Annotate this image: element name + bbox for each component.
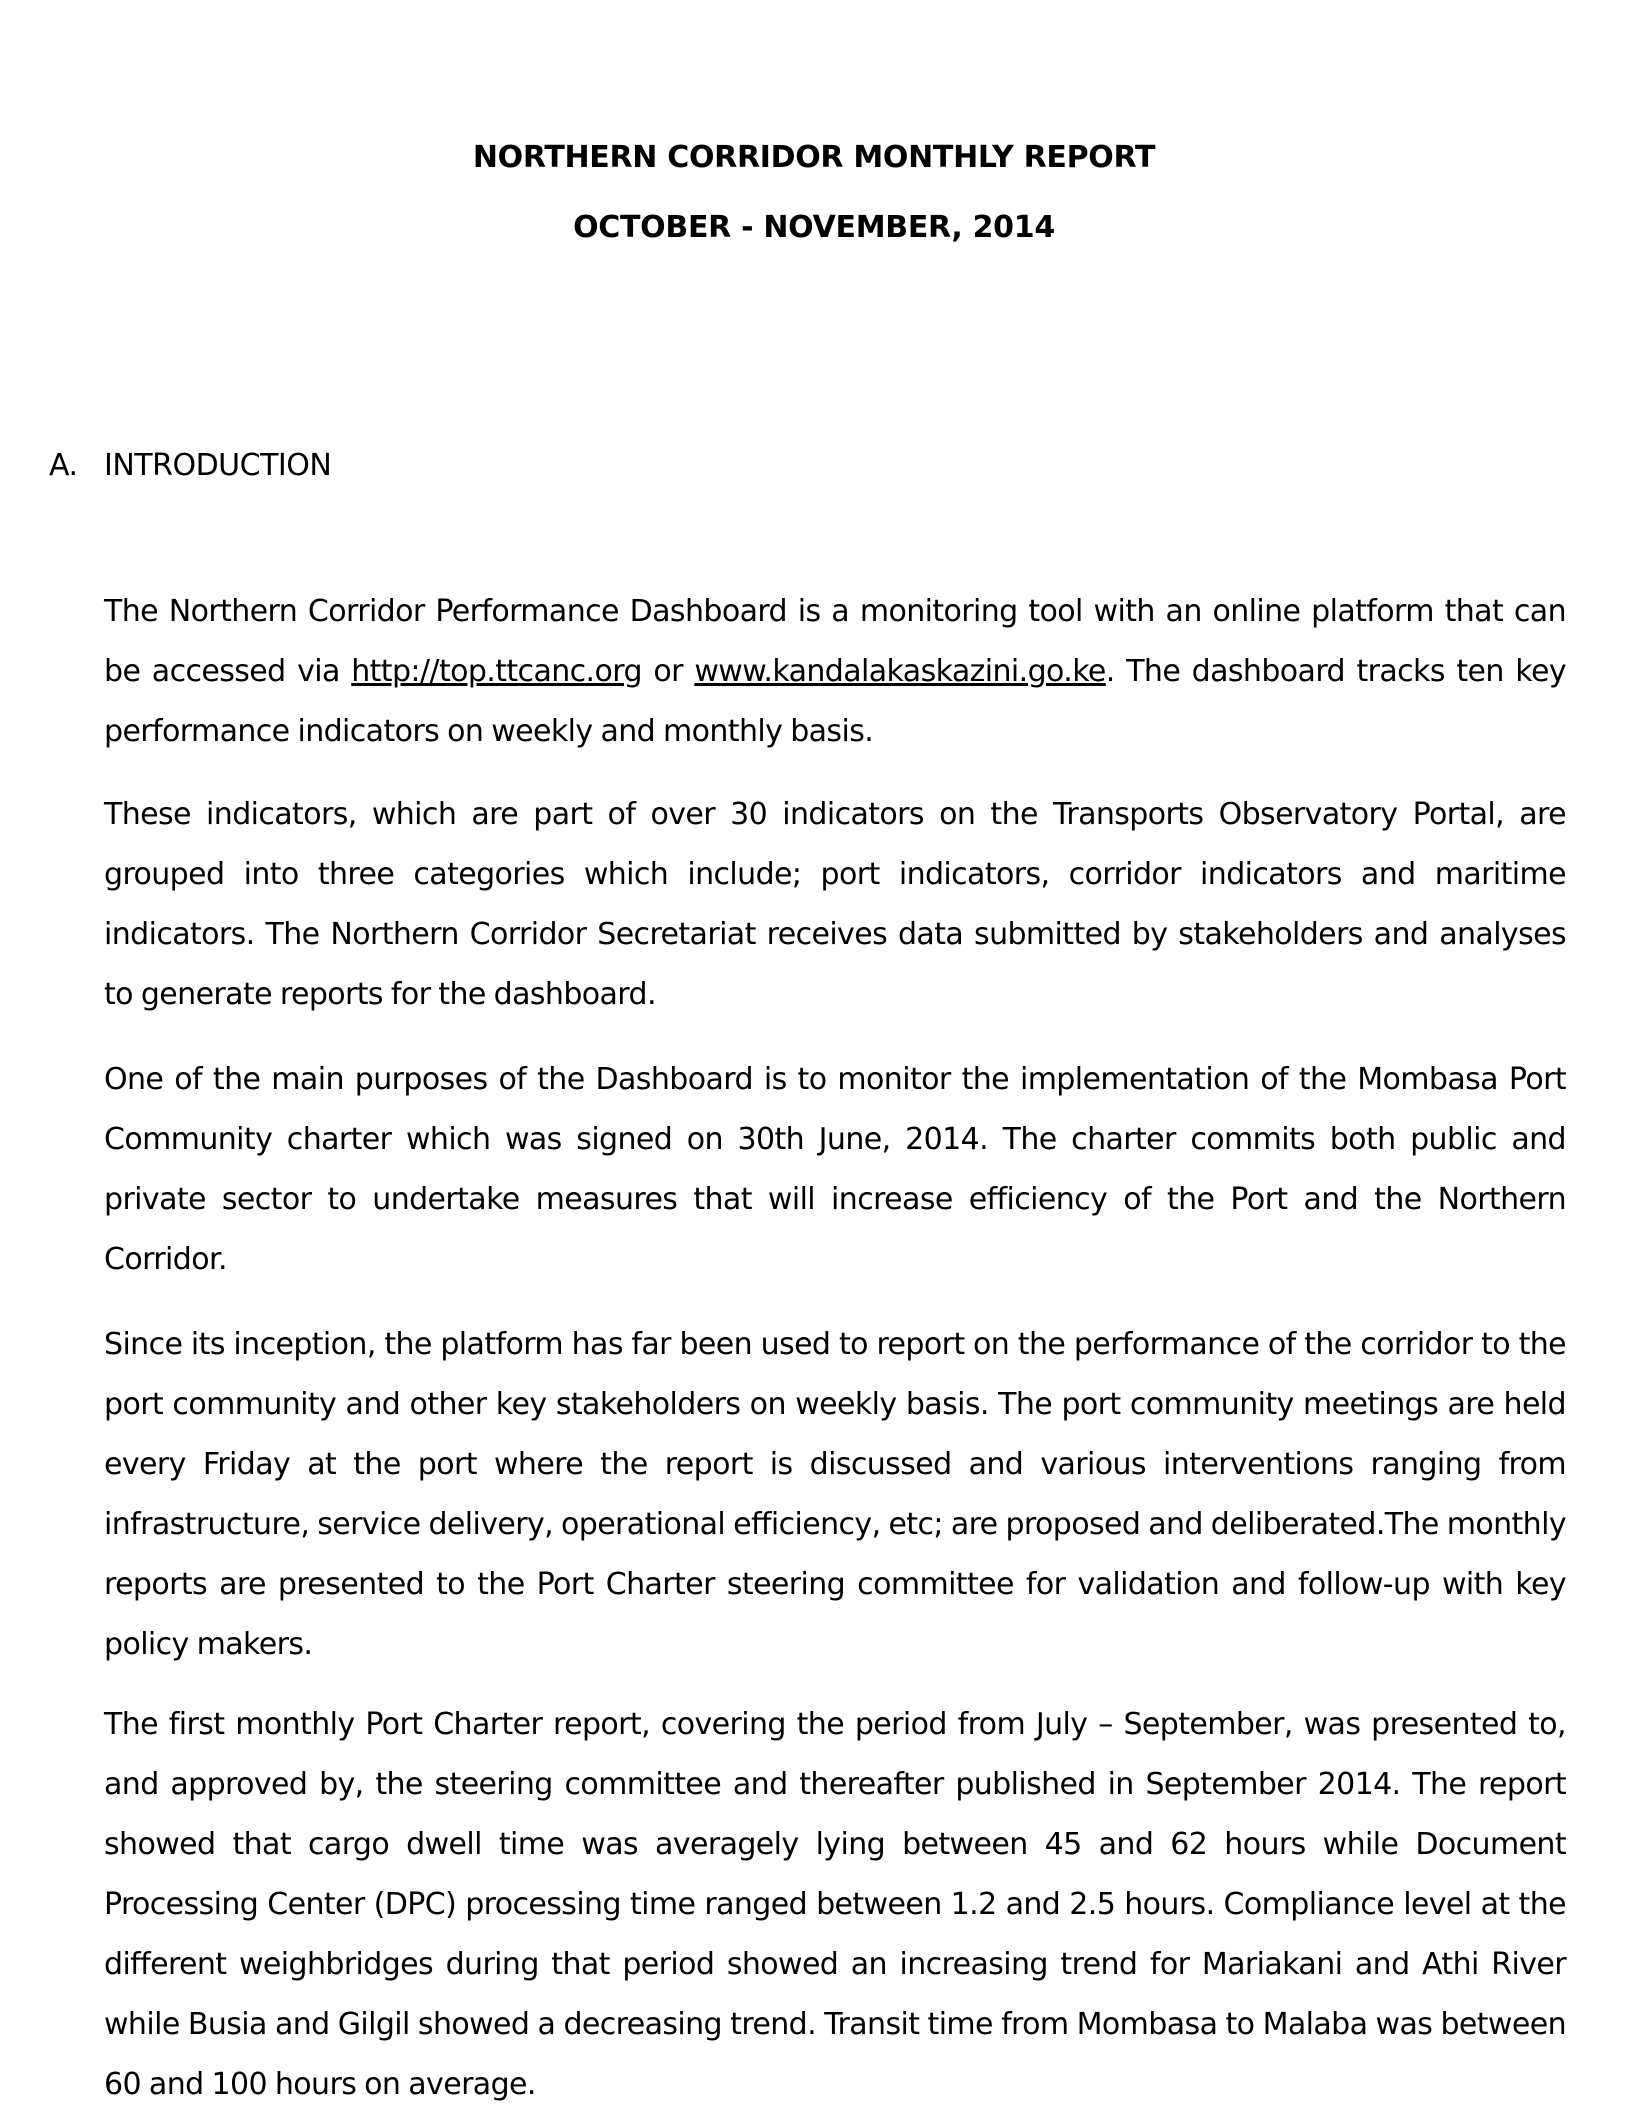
paragraph-first-report-findings: The first monthly Port Charter report, covering the period from July – September, was presented to, and approved by, the steering committee and thereafter published in September 2014. The report showed that cargo dwell time was averagely lying between 45 and 62 hours while Document Processing Center (DPC) processing time ranged between 1.2 and 2.5 hours. Compliance level at the different weighbridges during that period showed an increasing trend for Mariakani and Athi River while Busia and Gilgil showed a decreasing trend. Transit time from Mombasa to Malaba was between 60 and 100 hours on average. bbox=[104, 1707, 1566, 2102]
section-letter: A. bbox=[49, 448, 78, 483]
section-title: INTRODUCTION bbox=[104, 448, 332, 483]
paragraph-port-charter: One of the main purposes of the Dashboard is to monitor the implementation of the Mombasa Port Community charter which was signed on 30th June, 2014. The charter commits both public and private sector to undertake measures that will increase efficiency of the Port and the Northern Corridor. bbox=[104, 1062, 1566, 1277]
link-top-ttcanc[interactable]: http://top.ttcanc.org bbox=[351, 654, 642, 689]
section-heading-introduction bbox=[49, 448, 331, 483]
paragraph-dashboard-intro bbox=[104, 582, 1566, 762]
link-kandalakaskazini[interactable]: www.kandalakaskazini.go.ke bbox=[694, 654, 1106, 689]
paragraph-indicator-categories: These indicators, which are part of over 30 indicators on the Transports Observatory Portal, are grouped into three categories which include; port indicators, corridor indicators and maritime indicators. The Northern Corridor Secretariat receives data submitted by stakeholders and analyses to generate reports for the dashboard. bbox=[104, 797, 1566, 1012]
report-period: OCTOBER - NOVEMBER, 2014 bbox=[573, 210, 1055, 245]
paragraph-text: or bbox=[641, 654, 695, 689]
paragraph-text: . The dashboard tracks ten key performance indicators on weekly and monthly basis. bbox=[104, 654, 1566, 749]
paragraph-text: The Northern Corridor Performance Dashboard is a monitoring tool with an online platform that can be accessed via bbox=[104, 594, 1566, 689]
report-title: NORTHERN CORRIDOR MONTHLY REPORT bbox=[472, 140, 1156, 175]
paragraph-platform-usage: Since its inception, the platform has far been used to report on the performance of the corridor to the port community and other key stakeholders on weekly basis. The port community meetings are held every Friday at the port where the report is discussed and various interventions ranging from infrastructure, service delivery, operational efficiency, etc; are proposed and deliberated.The monthly reports are presented to the Port Charter steering committee for validation and follow-up with key policy makers. bbox=[104, 1327, 1566, 1662]
